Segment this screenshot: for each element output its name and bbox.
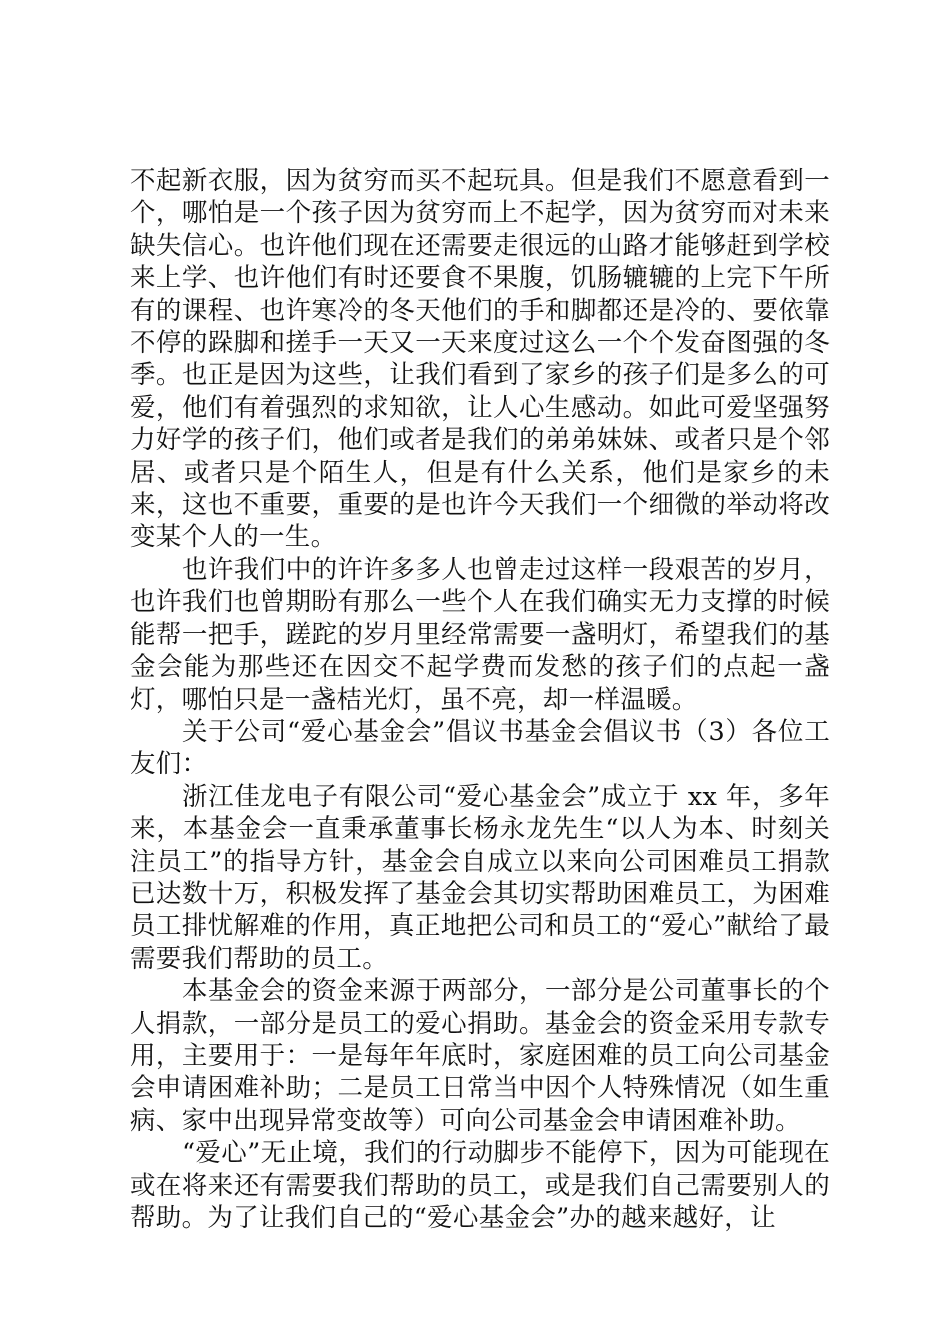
document-page bbox=[130, 165, 830, 1234]
paragraph-call-to-action: “爱心”无止境，我们的行动脚步不能停下，因为可能现在或在将来还有需要我们帮助的员工，或是我们自己需要别人的帮助。为了让我们自己的“爱心基金会”办的越来越好，让 bbox=[130, 1138, 830, 1233]
paragraph-children-poverty: 不起新衣服，因为贫穷而买不起玩具。但是我们不愿意看到一个，哪怕是一个孩子因为贫穷而上不起学，因为贫穷而对未来缺失信心。也许他们现在还需要走很远的山路才能够赶到学校来上学、也许他们有时还要食不果腹，饥肠辘辘的上完下午所有的课程、也许寒冷的冬天他们的手和脚都还是冷的、要依靠不停的跺脚和搓手一天又一天来度过这么一个个发奋图强的冬季。也正是因为这些，让我们看到了家乡的孩子们是多么的可爱，他们有着强烈的求知欲，让人心生感动。如此可爱坚强努力好学的孩子们，他们或者是我们的弟弟妹妹、或者只是个邻居、或者只是个陌生人，但是有什么关系，他们是家乡的未来，这也不重要，重要的是也许今天我们一个细微的举动将改变某个人的一生。 bbox=[130, 166, 830, 553]
paragraph-proposal-heading: 关于公司“爱心基金会”倡议书基金会倡议书（3）各位工友们： bbox=[130, 716, 830, 780]
paragraph-funding-sources: 本基金会的资金来源于两部分，一部分是公司董事长的个人捐款，一部分是员工的爱心捐助。基金会的资金采用专款专用，主要用于：一是每年年底时，家庭困难的员工向公司基金会申请困难补助；二是员工日常当中因个人特殊情况（如生重病、家中出现异常变故等）可向公司基金会申请困难补助。 bbox=[130, 976, 830, 1136]
paragraph-hardship-lamp: 也许我们中的许许多多人也曾走过这样一段艰苦的岁月，也许我们也曾期盼有那么一些个人在我们确实无力支撑的时候能帮一把手，蹉跎的岁月里经常需要一盏明灯，希望我们的基金会能为那些还在因交不起学费而发愁的孩子们的点起一盏灯，哪怕只是一盏桔光灯，虽不亮，却一样温暖。 bbox=[130, 554, 830, 715]
paragraph-foundation-intro: 浙江佳龙电子有限公司“爱心基金会”成立于 xx 年，多年来，本基金会一直秉承董事长杨永龙先生“以人为本、时刻关注员工”的指导方针，基金会自成立以来向公司困难员工捐款已达数十万，积极发挥了基金会其切实帮助困难员工，为困难员工排忧解难的作用，真正地把公司和员工的“爱心”献给了最需要我们帮助的员工。 bbox=[130, 781, 830, 974]
